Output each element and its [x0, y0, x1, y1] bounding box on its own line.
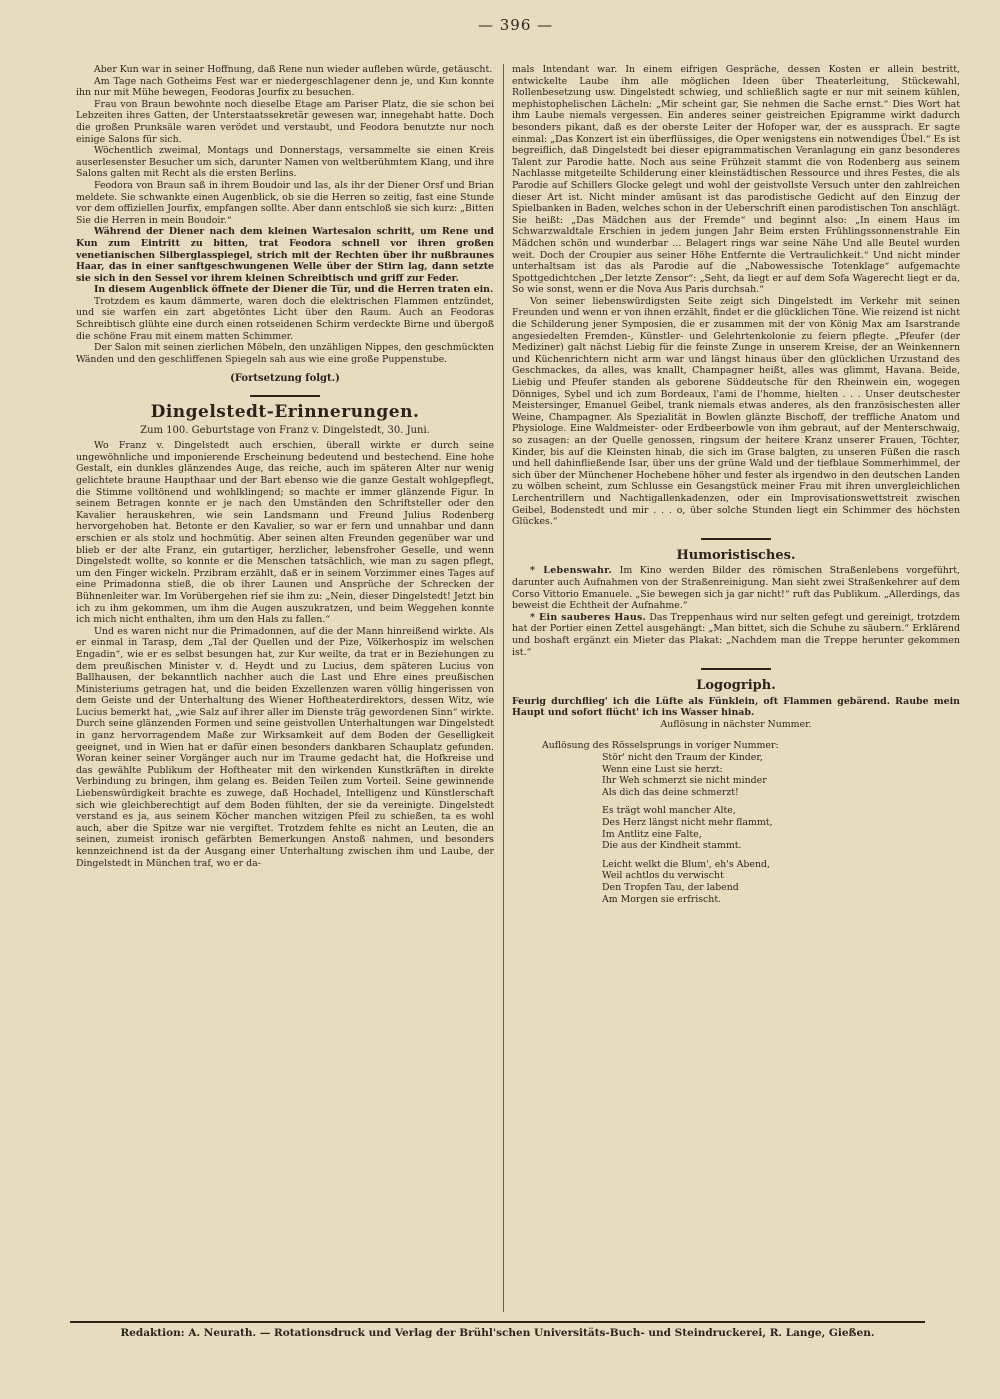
story-paragraph: In diesem Augenblick öffnete der Diener die Tür, und die Herren traten ein.	[94, 284, 494, 296]
left-column	[76, 64, 494, 869]
poem-line: Als dich das deine schmerzt!	[602, 786, 739, 798]
article-title: Dingelstedt-Erinnerungen.	[150, 402, 420, 423]
solution-block	[512, 740, 960, 905]
story-paragraph: Am Tage nach Gotheims Fest war er niedergeschlagener denn je, und Kun konnte ihn nur mit Mühe bewegen, Feodoras Jourfix zu besuchen.	[76, 75, 494, 99]
imprint-footer: Redaktion: A. Neurath. — Rotationsdruck und Verlag der Brühl'schen Universitäts-Buch- und Steindruckerei, R. Lange, Gießen.	[70, 1321, 925, 1339]
solution-notice: Auflösung in nächster Nummer.	[660, 718, 812, 730]
article-paragraph: mals Intendant war. In einem eifrigen Gespräche, dessen Kosten er allein bestritt, entwickelte Laube ihm alle möglichen Ideen über Theaterleitung, Stückewahl, Rollenbesetzung usw. Dingelstedt schwieg, und schließlich sagte er nur mit seinem kühlen, mephistophelischen Lächeln: „Mir scheint gar, Sie nehmen die Sache ernst.“ Dies Wort hat ihm Laube niemals vergessen. Ein anderes seiner geistreichen Epigramme wirkt dadurch besonders pikant, daß es der oberste Leiter der Hofoper war, der es aussprach. Er sagte einmal: „Das Konzert ist ein überflüssiges, die Oper wenigstens ein notwendiges Übel.“ Es ist begreiflich, daß Dingelstedt bei dieser epigrammatischen Veranlagung ein ganz besonderes Talent zur Parodie hatte. Noch aus seine Frühzeit stammt die von Rodenberg aus seinem Nachlasse mitgeteilte Schilderung einer kleinstädtischen Ressource und ihres Festes, die als Parodie auf Schillers Glocke gelegt und wohl der geistvollste Versuch unter den zahlreichen dieser Art ist. Nicht minder amüsant ist das parodistische Gedicht auf den Einzug der Spielbanken in Baden, welches schon in der Ueberschrift einen parodistischen Ton anschlägt. Sie heißt: „Das Mädchen aus der Fremde“ und beginnt also: „In einem Haus im Schwarzwaldtale Erschien in jedem jungen Jahr Beim ersten Frühlingssonnenstrahle Ein Mädchen schön und wunderbar ... Belagert rings war seine Nähe Und alle Beutel wurden weit. Doch der Croupier aus seiner Höhe Entfernte die Vertraulichkeit.“ Und nicht minder unterhaltsam ist das als Parodie auf die „Nabowessische Totenklage“ aufgemachte Spottgedichtchen „Der letzte Zensor“: „Seht, da liegt er auf dem Sofa Wagerecht liegt er da, So wie sonst, wenn er die Nova Aus Paris durchsah.“	[512, 64, 960, 296]
poem-line: Am Morgen sie erfrischt.	[602, 893, 722, 905]
poem-line: Die aus der Kindheit stammt.	[602, 840, 742, 852]
poem-line: Leicht welkt die Blum', eh's Abend,	[602, 858, 770, 870]
section-divider	[701, 538, 771, 540]
column-divider	[503, 64, 504, 1312]
humor-lead: * Lebenswahr.	[530, 565, 613, 577]
poem-line: Des Herz längst nicht mehr flammt,	[602, 817, 773, 829]
poem-line: Es trägt wohl mancher Alte,	[602, 805, 736, 817]
article-paragraph: Von seiner liebenswürdigsten Seite zeigt sich Dingelstedt im Verkehr mit seinen Freunden und wenn er von ihnen erzählt, findet er die glücklichen Töne. Wie reizend ist nicht die Schilderung jener Symposien, die er zusammen mit der von König Max am Isarstrande angesiedelten Fremden-, Künstler- und Gelehrtenkolonie zu feiern pflegte. „Pfeufer (der Mediziner) galt nächst Liebig für die feinste Zunge in unserem Kreise, der an Weinkennern und Küchenrichtern nicht arm war und längst hinaus über den glücklichen Urzustand des Geschmackes, da alles, was knallt, Champagner heißt, alles was glimmt, Havana. Beide, Liebig und Pfeufer standen als geborene Süddeutsche für den Rheinwein ein, wogegen Dönniges, Sybel und ich zum Bordeaux, l'ami de l'homme, hielten . . . Unser deutschester Meistersinger, Emanuel Geibel, trank niemals etwas anderes, als den französischesten aller Weine, Champagner. Als Spezialität in Bowlen glänzte Bischoff, der treffliche Anatom und Physiologe. Eine Waldmeister- oder Erdbeerbowle von ihm gebraut, auf der Menterschwaig, so zusagen: an der Quelle genossen, ringsum der heitere Kranz unserer Frauen, Töchter, Kinder, bis auf die Kleinsten hinab, die sich im Grase balgten, zu unseren Füßen die rasch und hell dahinfließende Isar, über uns der grüne Wald und der tiefblaue Sommerhimmel, der sich über der Münchener Hochebene höher und fester als irgendwo in den deutschen Landen zu wölben scheint, zum Schlusse ein Gesangstück meiner Frau mit ihren unvergleichlichen Lerchentrillern und Nachtigallenkadenzen, oder ein Improvisationswettstreit zwischen Geibel, Bodenstedt und mir . . . o, über solche Stunden liegt ein Schimmer des höchsten Glückes.“	[512, 295, 960, 528]
article-paragraph: Und es waren nicht nur die Primadonnen, auf die der Mann hinreißend wirkte. Als er einmal in Tarasp, dem „Tal der Quellen und der Pize, Völkerhospiz im welschen Engadin“, wie er es selbst besungen hat, zur Kur weilte, da trat er in Beziehungen zu dem preußischen Minister v. d. Heydt und zu Lucius, dem späteren Lucius von Ballhausen, der bekanntlich nachher auch die Last und Ehre eines preußischen Ministeriums getragen hat, und die beiden Exzellenzen waren völlig hingerissen von dem Geiste und der Unterhaltung des Wiener Hoftheaterdirektors, dessen Witz, wie Lucius bemerkt hat, „wie Salz auf ihrer aller im Dienste träg gewordenen Sinn“ wirkte. Durch seine glänzenden Formen und seine geistvollen Unterhaltungen war Dingelstedt in ganz hervorragendem Maße zur Wirksamkeit auf dem Boden der Geselligkeit geeignet, und in Wien hat er dafür einen besonders dankbaren Schauplatz gefunden. Woran keiner seiner Vorgänger auch nur im Traume gedacht hat, die Hofkreise und das gewählte Publikum der Hoftheater mit den wirkenden Kunstkräften in direkte Verbindung zu bringen, ihm gelang es. Beiden Teilen zum Vorteil. Seine gewinnende Liebenswürdigkeit brachte es zuwege, daß Hochadel, Intelligenz und Künstlerschaft sich wie gleichberechtigt auf dem Boden fühlten, der sie da vereinigte. Dingelstedt verstand es ja, aus seinem Köcher manchen witzigen Pfeil zu schießen, ta es wohl auch, aber die Spitze war nie vergiftet. Trotzdem fehlte es nicht an Leuten, die an seinen, zumeist ironisch gefärbten Bemerkungen Anstoß nahmen, und besonders kennzeichnend ist da der Ausgang einer Unterhaltung zwischen ihm und Laube, der Dingelstedt in München traf, wo er da-	[76, 625, 494, 869]
humor-item	[512, 612, 960, 658]
page-number: — 396 —	[478, 16, 554, 34]
story-paragraph: Trotzdem es kaum dämmerte, waren doch die elektrischen Flammen entzündet, und sie warfen ein zart abgetöntes Licht über den Raum. Auch an Feodoras Schreibtisch glühte eine durch einen rotseidenen Schirm verdeckte Birne und übergoß die schöne Frau mit einem matten Schimmer.	[76, 295, 494, 342]
story-paragraph: Während der Diener nach dem kleinen Wartesalon schritt, um Rene und Kun zum Eintritt zu bitten, trat Feodora schnell vor ihren großen venetianischen Silberglasspiegel, strich mit der Rechten über ihr nußbraunes Haar, das in einer sanftgeschwungenen Welle über der Stirn lag, dann setzte sie sich in den Sessel vor ihrem kleinen Schreibtisch und griff zur Feder.	[76, 226, 494, 284]
section-divider	[701, 668, 771, 670]
humor-text: Das Treppenhaus wird nur selten gefegt und gereinigt, trotzdem hat der Portier einen Zettel ausgehängt: „Man bittet, sich die Schuhe zu säubern.“ Erklärend und boshaft ergänzt ein Mieter das Plakat: „Nachdem man die Treppe herunter gekommen ist.“	[512, 611, 960, 658]
logogriph-riddle: Feurig durchflieg' ich die Lüfte als Fünklein, oft Flammen gebärend. Raube mein Haupt und sofort flücht' ich ins Wasser hinab.	[512, 695, 960, 719]
humor-text: Im Kino werden Bilder des römischen Straßenlebens vorgeführt, darunter auch Aufnahmen von der Straßenreinigung. Man sieht zwei Straßenkehrer auf dem Corso Vittorio Emanuele. „Sie bewegen sich ja gar nicht!“ ruft das Publikum. „Allerdings, das beweist die Echtheit der Aufnahme.“	[512, 565, 960, 612]
poem	[602, 752, 960, 905]
story-paragraph: Frau von Braun bewohnte noch dieselbe Etage am Pariser Platz, die sie schon bei Lebzeiten ihres Gatten, der Unterstaatssekretär gewesen war, innegehabt hatte. Doch die großen Prunksäle waren verödet und verstaubt, und Feodora benutzte nur noch einige Salons für sich.	[76, 98, 494, 145]
article-paragraph: Wo Franz v. Dingelstedt auch erschien, überall wirkte er durch seine ungewöhnliche und imponierende Erscheinung bedeutend und bestechend. Eine hohe Gestalt, ein dunkles glänzendes Auge, das reiche, auch im späteren Alter nur wenig gelichtete braune Haupthaar und der Bart ebenso wie die ganze Gestalt wohlgepflegt, die Stimme volltönend und wohlklingend; so machte er immer glänzende Figur. In seinem Betragen konnte er je nach den Umständen den Schriftsteller oder den Kavalier herauskehren, wie sein Landsmann und Freund Julius Rodenberg hervorgehoben hat. Betonte er den Kavalier, so war er fern und unnahbar und dann erschien er als stolz und hochmütig. Aber seinen alten Freunden gegenüber war und blieb er der alte Franz, ein gutartiger, herzlicher, lebensfroher Geselle, und wenn Dingelstedt wollte, so konnte er die Menschen tatsächlich, wie man zu sagen pflegt, um den Finger wickeln. Przibram erzählt, daß er in seinem Vorzimmer eines Tages auf eine Primadonna stieß, die ob ihrer Launen und Ansprüche der Schrecken der Bühnenleiter war. Im Vorübergehen rief sie ihm zu: „Nein, dieser Dingelstedt! Jetzt bin ich zu ihm gekommen, um ihm die Augen auszukratzen, und beim Weggehen konnte ich mich nicht enthalten, ihm um den Hals zu fallen.“	[76, 440, 494, 626]
right-column	[512, 64, 960, 912]
poem-line: Ihr Weh schmerzt sie nicht minder	[602, 775, 767, 787]
story-paragraph: Aber Kun war in seiner Hoffnung, daß Rene nun wieder aufleben würde, getäuscht.	[94, 64, 493, 75]
solution-heading: Auflösung des Rösselsprungs in voriger Nummer:	[542, 740, 779, 752]
story-paragraph: Feodora von Braun saß in ihrem Boudoir und las, als ihr der Diener Orsf und Brian meldete. Sie schwankte einen Augenblick, ob sie die Herren so zeitig, fast eine Stunde vor dem offiziellen Jourfix, empfangen sollte. Aber dann entschloß sie sich kurz: „Bitten Sie die Herren in mein Boudoir.“	[76, 179, 494, 226]
poem-stanza	[602, 752, 960, 798]
poem-line: Wenn eine Lust sie herzt:	[602, 763, 723, 775]
poem-stanza	[602, 859, 960, 905]
humor-title: Humoristisches.	[676, 547, 796, 563]
poem-line: Im Antlitz eine Falte,	[602, 828, 702, 840]
poem-line: Weil achtlos du verwischt	[602, 870, 724, 882]
humor-lead: * Ein sauberes Haus.	[530, 611, 647, 623]
poem-stanza	[602, 805, 960, 851]
logogriph-title: Logogriph.	[696, 678, 776, 694]
poem-line: Stör' nicht den Traum der Kinder,	[602, 752, 763, 764]
humor-item	[512, 565, 960, 611]
poem-line: Den Tropfen Tau, der labend	[602, 882, 739, 893]
continuation-note: (Fortsetzung folgt.)	[230, 373, 340, 385]
story-paragraph: Der Salon mit seinen zierlichen Möbeln, den unzähligen Nippes, den geschmückten Wänden und den geschliffenen Spiegeln sah aus wie eine große Puppenstube.	[76, 342, 494, 365]
story-paragraph: Wöchentlich zweimal, Montags und Donnerstags, versammelte sie einen Kreis auserlesenster Besucher um sich, darunter Namen von weltberühmtem Klang, und ihre Salons galten mit Recht als die ersten Berlins.	[76, 145, 494, 180]
section-divider	[250, 395, 320, 397]
article-subtitle: Zum 100. Geburtstage von Franz v. Dingelstedt, 30. Juni.	[140, 424, 430, 436]
